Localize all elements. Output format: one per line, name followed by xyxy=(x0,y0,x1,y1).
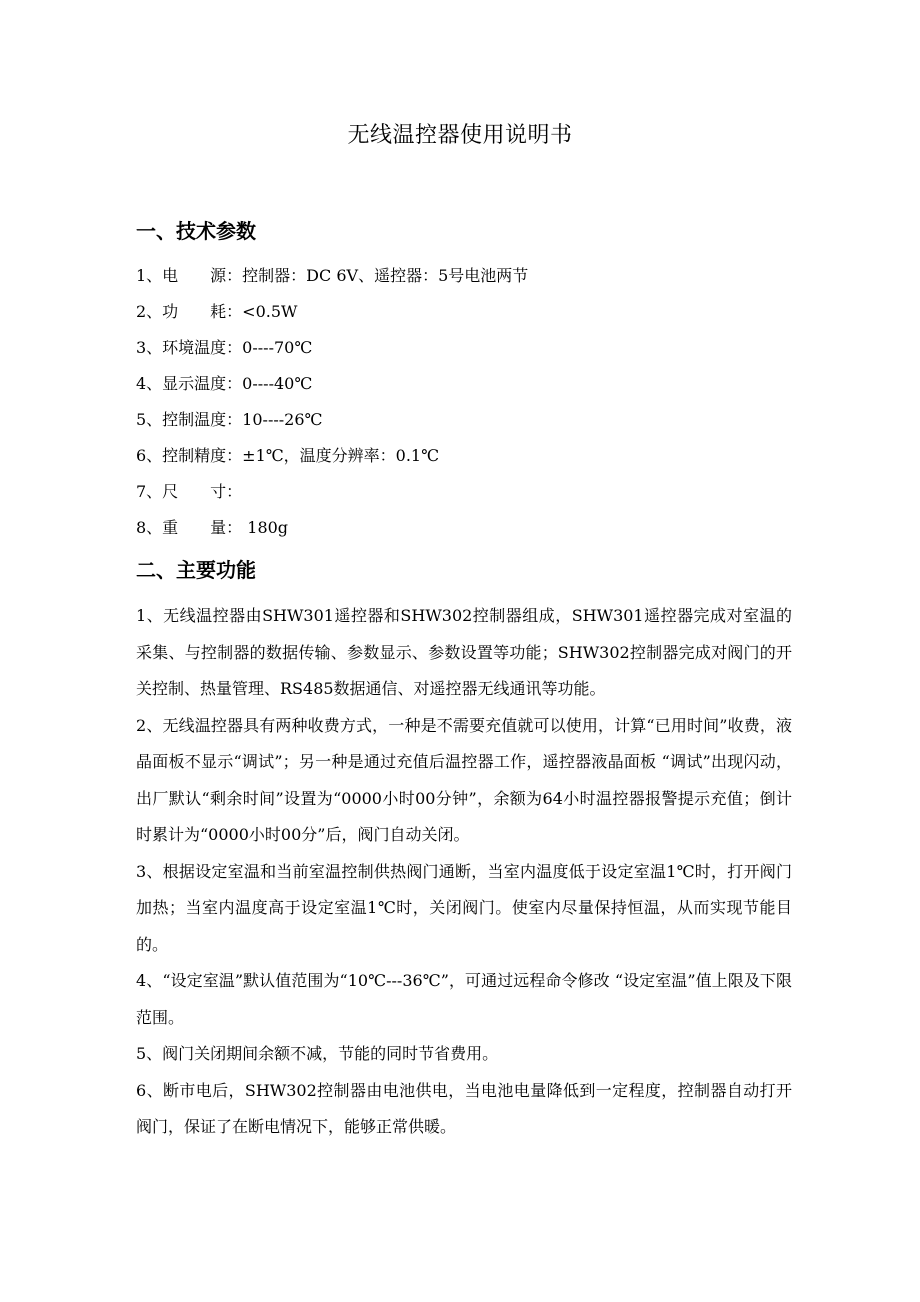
spec-item-control-temperature: 5、控制温度：10----26℃ xyxy=(136,410,323,429)
technical-parameters-list xyxy=(136,258,796,546)
function-paragraph-3: 3、根据设定室温和当前室温控制供热阀门通断，当室内温度低于设定室温1℃时，打开阀门加热；当室内温度高于设定室温1℃时，关闭阀门。使室内尽量保持恒温，从而实现节能目的。 xyxy=(136,861,792,954)
spec-item-weight: 8、重 量： 180g xyxy=(136,518,289,537)
spec-item-ambient-temperature: 3、环境温度：0----70℃ xyxy=(136,338,313,357)
function-paragraph-1: 1、无线温控器由SHW301遥控器和SHW302控制器组成，SHW301遥控器完成对室温的采集、与控制器的数据传输、参数显示、参数设置等功能；SHW302控制器完成对阀门的开关控制、热量管理、RS485数据通信、对遥控器无线通讯等功能。 xyxy=(136,606,792,698)
function-paragraph-6: 6、断市电后，SHW302控制器由电池供电，当电池电量降低到一定程度，控制器自动打开阀门，保证了在断电情况下，能够正常供暖。 xyxy=(136,1080,792,1136)
spec-item-consumption: 2、功 耗：<0.5W xyxy=(136,302,298,321)
document-title: 无线温控器使用说明书 xyxy=(347,123,573,148)
function-paragraph-5: 5、阀门关闭期间余额不减，节能的同时节省费用。 xyxy=(136,1044,499,1063)
function-paragraph-2: 2、无线温控器具有两种收费方式，一种是不需要充值就可以使用，计算“已用时间”收费，液晶面板不显示“调试”；另一种是通过充值后温控器工作，遥控器液晶面板 “调试”出现闪动，出厂默认“剩余时间”设置为“0000小时00分钟”，余额为64小时温控器报警提示充值；倒计时累计为“0000小时00分”后，阀门自动关闭。 xyxy=(136,715,792,844)
spec-item-dimensions: 7、尺 寸： xyxy=(136,482,243,501)
section-heading-main-functions: 二、主要功能 xyxy=(136,558,256,582)
spec-item-power: 1、电 源：控制器：DC 6V、遥控器：5号电池两节 xyxy=(136,266,529,285)
spec-item-control-precision: 6、控制精度：±1℃，温度分辨率：0.1℃ xyxy=(136,446,440,465)
main-functions-body xyxy=(136,598,792,1146)
spec-item-display-temperature: 4、显示温度：0----40℃ xyxy=(136,374,313,393)
section-heading-technical-parameters: 一、技术参数 xyxy=(136,219,256,243)
function-paragraph-4: 4、“设定室温”默认值范围为“10℃---36℃”，可通过远程命令修改 “设定室温”值上限及下限范围。 xyxy=(136,971,792,1027)
